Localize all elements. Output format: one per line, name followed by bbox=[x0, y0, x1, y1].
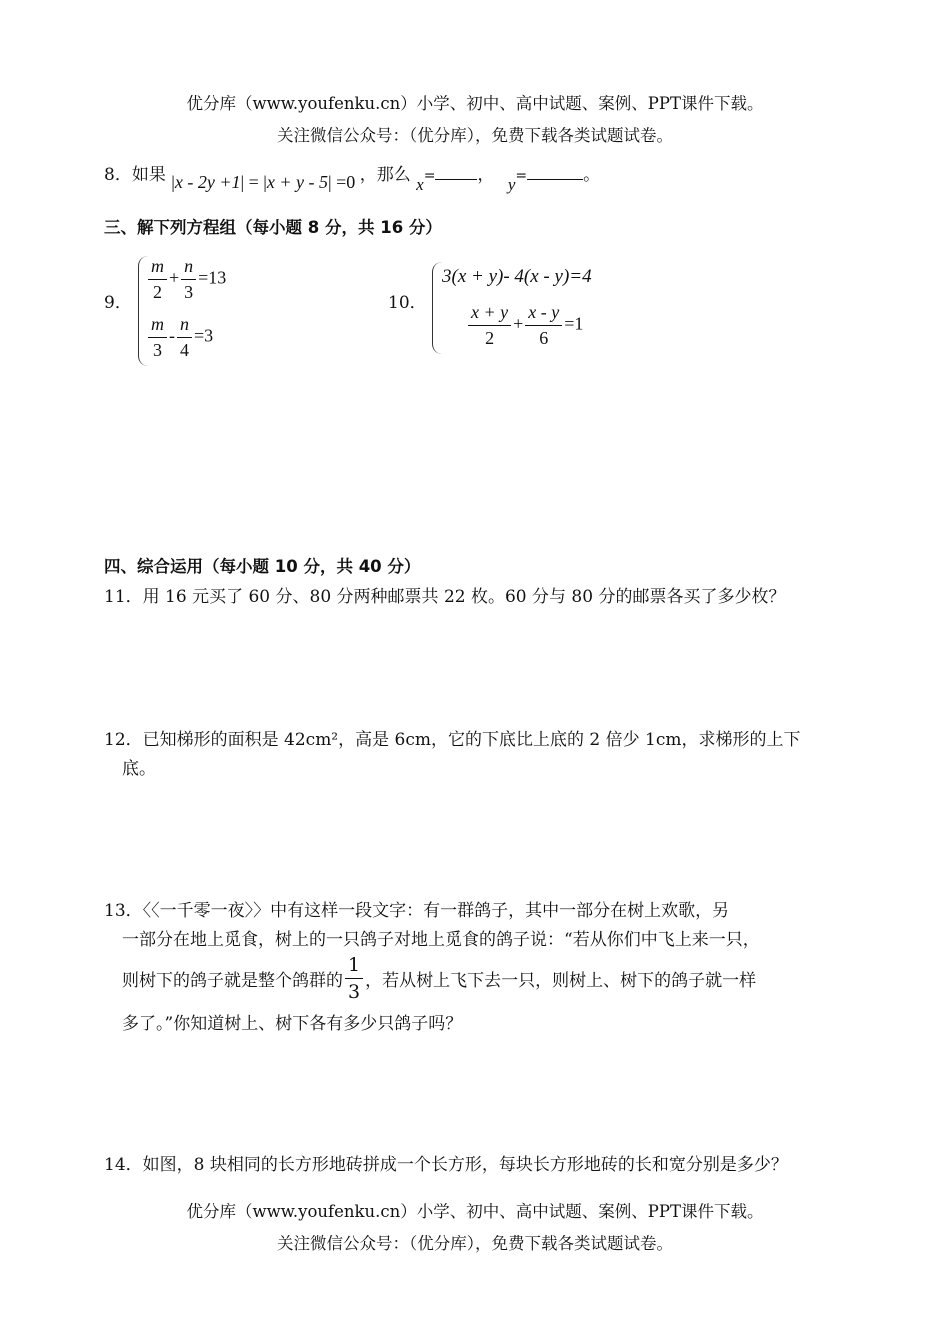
question-13-line-4: 多了。”你知道树上、树下各有多少只鸽子吗？ bbox=[122, 1014, 463, 1034]
q9-r2-a-num: m bbox=[148, 314, 167, 338]
q8-expr-b: x + y - 5 bbox=[266, 172, 328, 192]
footer-line-1: 优分库（www.youfenku.cn）小学、初中、高中试题、案例、PPT课件下载。 bbox=[186, 1202, 764, 1221]
q10-r2-b-num: x - y bbox=[525, 302, 562, 326]
q10-r2-rhs: =1 bbox=[564, 313, 584, 334]
q10-number: 10． bbox=[388, 293, 427, 313]
q10-r2-b-den: 6 bbox=[539, 328, 549, 348]
q10-row-1: 3(x + y)- 4(x - y)=4 bbox=[442, 266, 592, 287]
q9-r1-b-den: 3 bbox=[184, 282, 194, 302]
q9-r1-a-den: 2 bbox=[153, 282, 162, 302]
section-3-title: 三、解下列方程组（每小题 8 分，共 16 分） bbox=[104, 218, 442, 237]
q8-blank-x[interactable] bbox=[435, 167, 477, 180]
q9-r1-a-num: m bbox=[148, 256, 167, 280]
q9-r1-b-num: n bbox=[181, 256, 196, 280]
q8-x-label: x bbox=[416, 175, 424, 194]
q8-period: 。 bbox=[583, 165, 601, 185]
q9-r2-b-den: 4 bbox=[180, 340, 189, 360]
q8-comma: ， bbox=[477, 165, 495, 185]
section-4-title: 四、综合运用（每小题 10 分，共 40 分） bbox=[104, 557, 421, 576]
q10-r2-op: + bbox=[513, 313, 524, 334]
q9-r2-rhs: =3 bbox=[194, 325, 214, 346]
q9-r1-rhs: =13 bbox=[198, 267, 227, 288]
question-12-line-2: 底。 bbox=[122, 759, 156, 779]
question-11: 11．用 16 元买了 60 分、80 分两种邮票共 22 枚。60 分与 80 分的邮票各买了多少枚？ bbox=[104, 587, 786, 607]
q13-frac-den: 3 bbox=[348, 980, 361, 1003]
q9-r1-op: + bbox=[169, 267, 180, 288]
q9-number: 9． bbox=[104, 293, 132, 313]
footer-line-2: 关注微信公众号：（优分库），免费下载各类试题试卷。 bbox=[277, 1234, 673, 1253]
q13-line-3a: 则树下的鸽子就是整个鸽群的 bbox=[122, 970, 343, 991]
header-line-2: 关注微信公众号：（优分库），免费下载各类试题试卷。 bbox=[277, 126, 673, 145]
q8-number: 8．如果 bbox=[104, 165, 166, 185]
q9-row-2 bbox=[146, 314, 213, 361]
q10-row-2 bbox=[466, 302, 583, 349]
question-13-line-1: 13．〈〈一千零一夜〉〉中有这样一段文字：有一群鸽子，其中一部分在树上欢歌，另 bbox=[104, 901, 730, 921]
q8-equation: |x - 2y +1| = |x + y - 5| =0 bbox=[171, 172, 356, 192]
q10-r2-a-den: 2 bbox=[485, 328, 495, 348]
question-14: 14．如图，8 块相同的长方形地砖拼成一个长方形，每块长方形地砖的长和宽分别是多少？ bbox=[104, 1155, 788, 1175]
q9-row-1 bbox=[146, 256, 226, 303]
q13-line-3b: ，若从树上飞下去一只，则树上、树下的鸽子就一样 bbox=[365, 970, 757, 991]
q9-r2-op: - bbox=[169, 325, 175, 346]
q8-eq1: = bbox=[423, 168, 436, 184]
question-8 bbox=[104, 160, 601, 194]
q9-r2-a-den: 3 bbox=[153, 340, 162, 360]
q8-expr-a: x - 2y +1 bbox=[174, 172, 241, 192]
question-12-line-1: 12．已知梯形的面积是 42cm²，高是 6cm，它的下底比上底的 2 倍少 1cm，求梯形的上下 bbox=[104, 730, 801, 750]
q8-eq2: = bbox=[515, 168, 528, 184]
header-line-1: 优分库（www.youfenku.cn）小学、初中、高中试题、案例、PPT课件下载。 bbox=[186, 94, 764, 113]
question-13-line-2: 一部分在地上觅食，树上的一只鸽子对地上觅食的鸽子说：“若从你们中飞上来一只， bbox=[122, 930, 760, 950]
q8-eq-end: =0 bbox=[336, 172, 356, 192]
q13-frac-num: 1 bbox=[345, 954, 363, 979]
q10-r2-a-num: x + y bbox=[468, 302, 511, 326]
q9-r2-b-num: n bbox=[177, 314, 192, 338]
q8-then: ，那么 bbox=[359, 165, 411, 185]
question-13-line-3 bbox=[122, 950, 756, 1006]
q8-eq-mid: = bbox=[248, 172, 259, 192]
q8-blank-y[interactable] bbox=[527, 167, 583, 180]
q8-y-label: y bbox=[507, 175, 516, 194]
